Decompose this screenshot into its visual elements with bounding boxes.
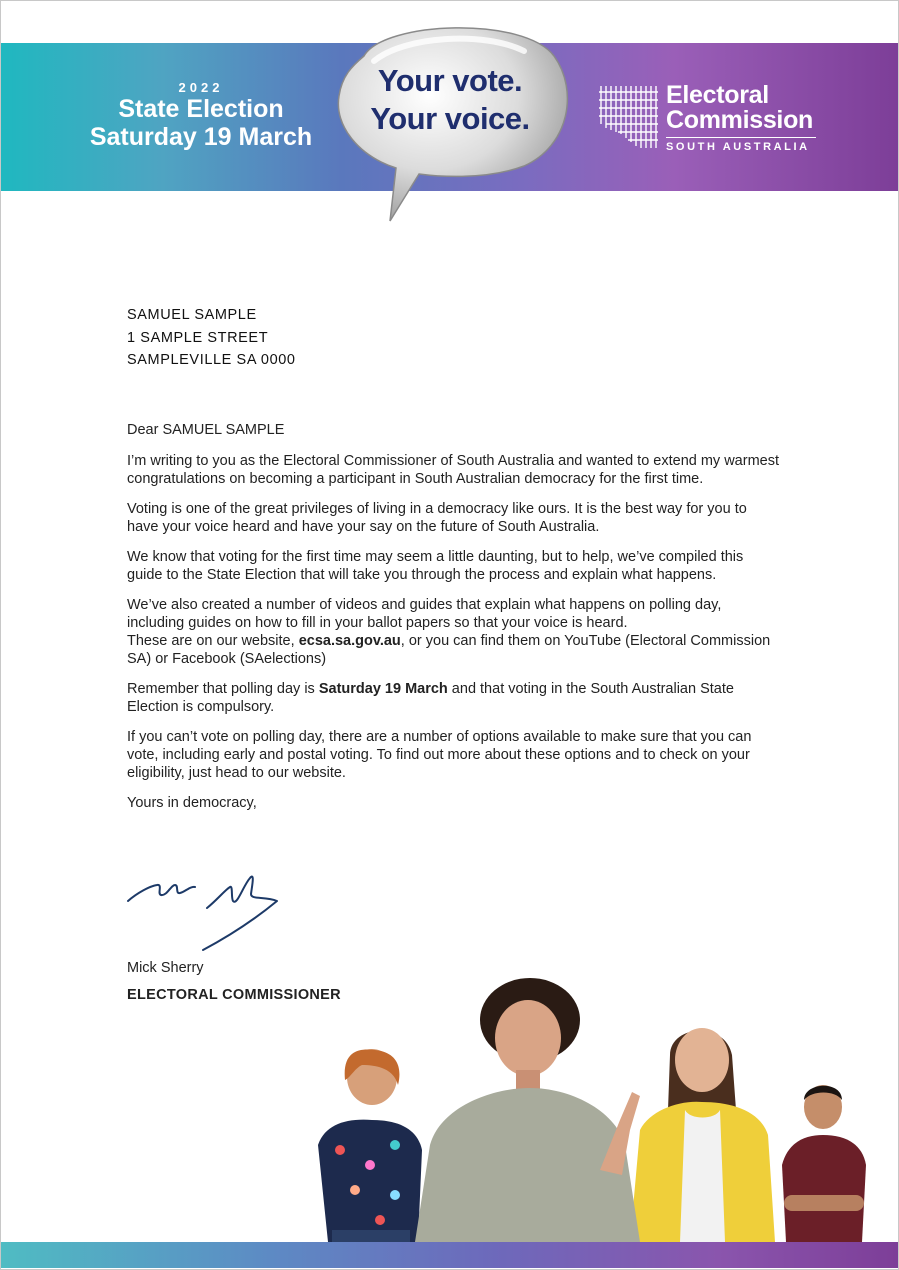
paragraph-2: Voting is one of the great privileges of living in a democracy like ours. It is the best way for you to have your voice heard and have your say on the future of South Australia. [127,501,747,535]
closing: Yours in democracy, [127,795,257,811]
paragraph-5-text-a: Remember that polling day is [127,681,319,697]
logo-south-australia: SOUTH AUSTRALIA [666,137,816,153]
slogan [350,62,550,138]
paragraph-1: I’m writing to you as the Electoral Commissioner of South Australia and wanted to extend my warmest congratulations on becoming a participant in South Australian democracy for the first time. [127,453,779,487]
electoral-commission-logo [666,83,816,153]
person-1-figure [318,1049,422,1242]
signatory-title: ELECTORAL COMMISSIONER [127,987,341,1003]
paragraph-4 [127,596,782,668]
signature-icon [125,868,285,958]
election-title [88,80,314,151]
recipient-address [127,304,296,372]
paragraph-4-text-a: We’ve also created a number of videos and guides that explain what happens on polling day, including guides on how to fill in your ballot papers so that your voice is heard. [127,597,722,631]
paragraph-3: We know that voting for the first time may seem a little daunting, but to help, we’ve compiled this guide to the State Election that will take you through the process and explain what happens. [127,549,744,583]
website-link[interactable]: ecsa.sa.gov.au [298,633,401,649]
slogan-line-1: Your vote. [377,63,523,98]
south-australia-map-icon [598,84,660,150]
person-4-figure [782,1085,866,1242]
recipient-city: SAMPLEVILLE SA 0000 [127,352,296,368]
salutation: Dear SAMUEL SAMPLE [127,422,285,438]
election-date: Saturday 19 March [89,123,313,151]
polling-day-date: Saturday 19 March [318,681,448,697]
paragraph-6: If you can’t vote on polling day, there are a number of options available to make sure that you can vote, including early and postal voting. To find out more about these options and to check on your eligibility, just head to our website. [127,729,752,781]
paragraph-4-text-c: , or you can find them on YouTube (Electoral Commission SA) or Facebook (SAelections) [127,633,771,667]
letter-body [127,421,782,824]
signatory-name: Mick Sherry [127,960,204,976]
young-voters-photo [300,970,880,1268]
person-3-figure [630,1028,775,1242]
person-2-figure [415,978,640,1242]
recipient-street: 1 SAMPLE STREET [127,329,269,346]
election-year: 2022 [178,80,224,95]
paragraph-5-text-b: and that voting in the South Australian State Election is compulsory. [127,681,734,715]
logo-electoral: Electoral [666,81,769,109]
recipient-name: SAMUEL SAMPLE [127,307,257,323]
slogan-line-2: Your voice. [370,101,530,136]
election-name: State Election [118,95,284,123]
paragraph-5 [127,680,782,716]
logo-commission: Commission [666,106,814,134]
paragraph-4-text-b: These are on our website, [127,633,299,649]
